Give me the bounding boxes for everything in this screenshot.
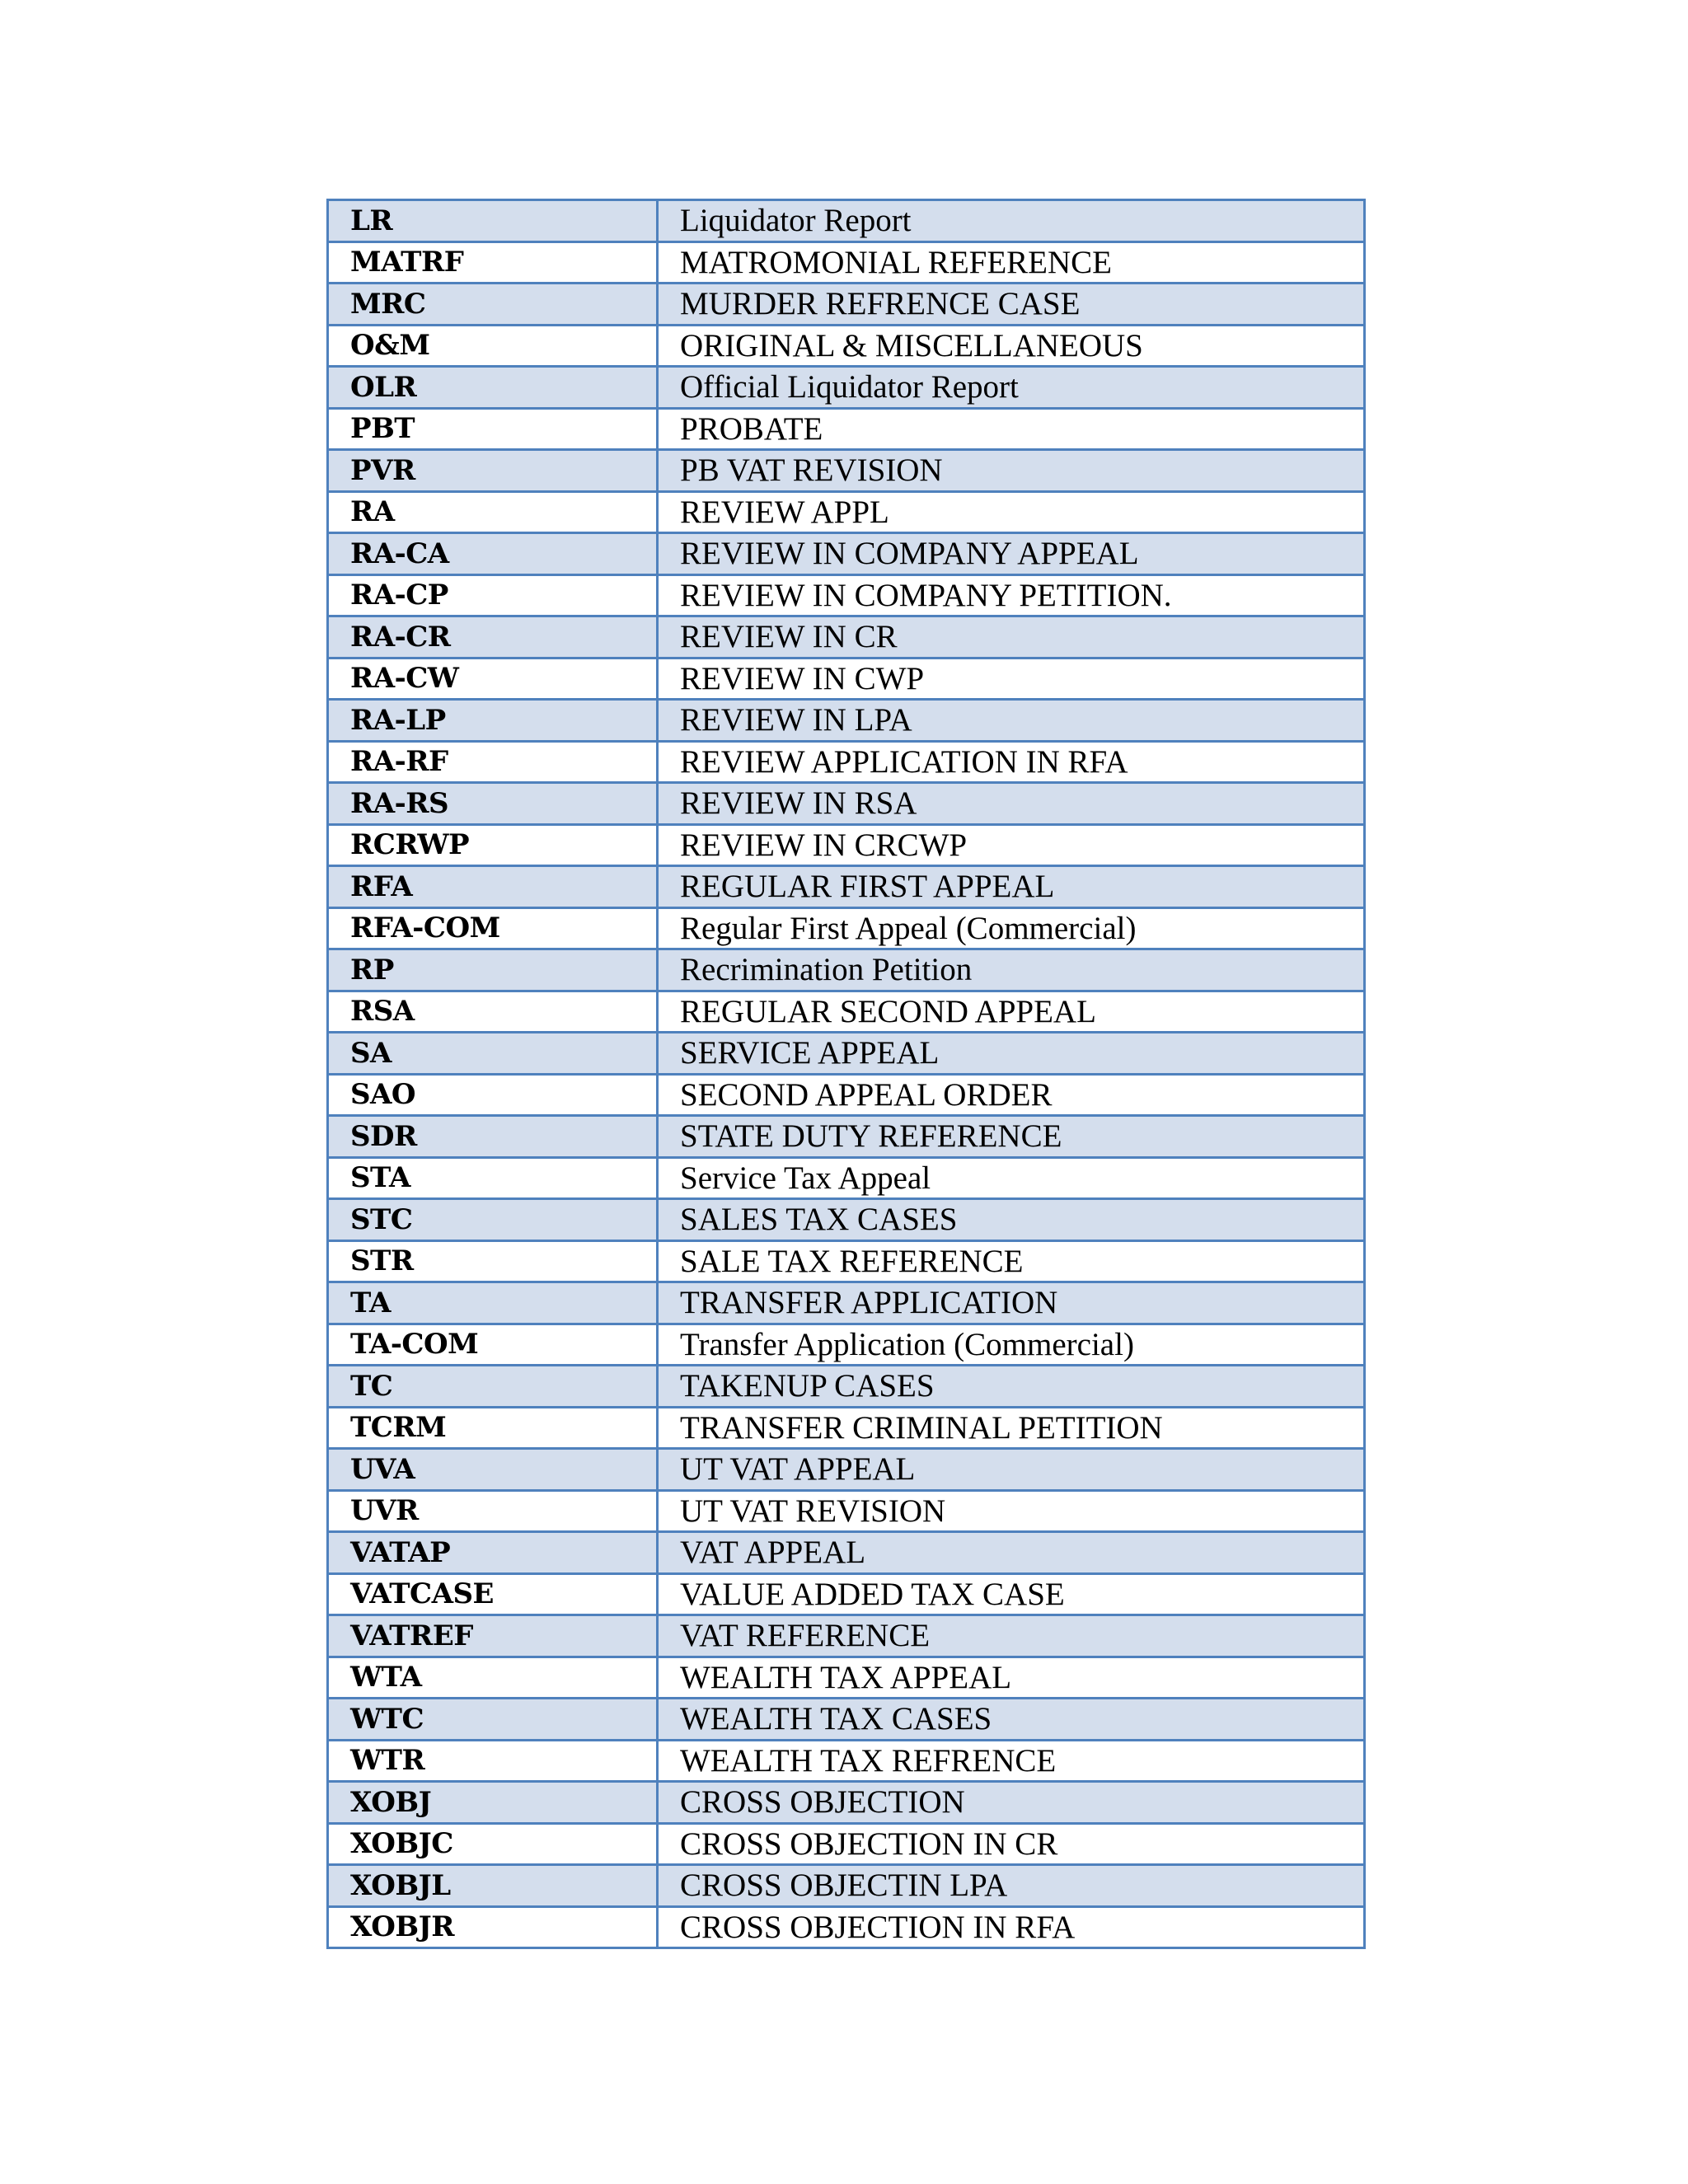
case-code-cell: XOBJC (328, 1823, 658, 1865)
table-row (328, 1615, 1365, 1657)
case-description-cell: REVIEW IN COMPANY APPEAL (658, 533, 1365, 575)
table-row (328, 1573, 1365, 1615)
table-row (328, 1116, 1365, 1158)
case-code-cell: RA-CR (328, 616, 658, 658)
case-description-cell: Official Liquidator Report (658, 367, 1365, 409)
table-row (328, 491, 1365, 533)
case-code-cell: PBT (328, 408, 658, 450)
case-code-cell: SDR (328, 1116, 658, 1158)
case-description-cell: WEALTH TAX REFRENCE (658, 1740, 1365, 1782)
case-description-cell: TRANSFER APPLICATION (658, 1282, 1365, 1324)
case-code-cell: WTR (328, 1740, 658, 1782)
table-row (328, 1490, 1365, 1532)
table-row (328, 574, 1365, 616)
case-description-cell: MURDER REFRENCE CASE (658, 284, 1365, 326)
case-code-cell: XOBJ (328, 1782, 658, 1824)
case-description-cell: SERVICE APPEAL (658, 1033, 1365, 1075)
case-description-cell: REVIEW IN CR (658, 616, 1365, 658)
table-row (328, 408, 1365, 450)
case-code-cell: O&M (328, 325, 658, 367)
case-code-cell: UVA (328, 1449, 658, 1491)
case-description-cell: PROBATE (658, 408, 1365, 450)
table-row (328, 949, 1365, 991)
table-row (328, 1282, 1365, 1324)
table-row (328, 1366, 1365, 1408)
case-code-cell: XOBJL (328, 1865, 658, 1907)
case-description-cell: Service Tax Appeal (658, 1157, 1365, 1199)
table-row (328, 866, 1365, 908)
table-row (328, 658, 1365, 700)
table-row (328, 616, 1365, 658)
case-description-cell: CROSS OBJECTION IN CR (658, 1823, 1365, 1865)
table-row (328, 1823, 1365, 1865)
case-description-cell: Liquidator Report (658, 200, 1365, 242)
case-description-cell: CROSS OBJECTION (658, 1782, 1365, 1824)
case-code-cell: RFA-COM (328, 907, 658, 949)
table-row (328, 1699, 1365, 1741)
table-row (328, 1657, 1365, 1699)
case-code-cell: RA-RF (328, 741, 658, 783)
case-code-cell: RA-RS (328, 783, 658, 825)
case-description-cell: SALE TAX REFERENCE (658, 1240, 1365, 1282)
case-code-cell: RA-LP (328, 700, 658, 742)
case-code-cell: WTC (328, 1699, 658, 1741)
case-description-cell: REVIEW IN LPA (658, 700, 1365, 742)
case-code-cell: RA-CA (328, 533, 658, 575)
case-description-cell: TAKENUP CASES (658, 1366, 1365, 1408)
case-code-cell: VATREF (328, 1615, 658, 1657)
case-code-cell: RP (328, 949, 658, 991)
case-description-cell: REGULAR FIRST APPEAL (658, 866, 1365, 908)
case-code-cell: TA-COM (328, 1324, 658, 1366)
table-row (328, 1157, 1365, 1199)
table-row (328, 367, 1365, 409)
case-description-cell: TRANSFER CRIMINAL PETITION (658, 1407, 1365, 1449)
table-row (328, 1199, 1365, 1241)
case-code-cell: RCRWP (328, 824, 658, 866)
case-code-cell: XOBJR (328, 1906, 658, 1948)
table-row (328, 700, 1365, 742)
case-code-cell: RA (328, 491, 658, 533)
case-description-cell: CROSS OBJECTION IN RFA (658, 1906, 1365, 1948)
table-body (328, 200, 1365, 1948)
case-description-cell: REVIEW IN CWP (658, 658, 1365, 700)
case-code-cell: UVR (328, 1490, 658, 1532)
table-row (328, 907, 1365, 949)
table-row (328, 783, 1365, 825)
table-row (328, 533, 1365, 575)
case-code-cell: STR (328, 1240, 658, 1282)
table-row (328, 241, 1365, 284)
case-code-cell: SAO (328, 1074, 658, 1116)
case-description-cell: VAT APPEAL (658, 1532, 1365, 1574)
table-row (328, 1532, 1365, 1574)
case-code-cell: RA-CW (328, 658, 658, 700)
table-row (328, 450, 1365, 492)
case-description-cell: REVIEW APPL (658, 491, 1365, 533)
case-description-cell: PB VAT REVISION (658, 450, 1365, 492)
case-code-cell: WTA (328, 1657, 658, 1699)
case-type-abbreviation-table (326, 199, 1366, 1949)
case-code-cell: OLR (328, 367, 658, 409)
case-description-cell: CROSS OBJECTIN LPA (658, 1865, 1365, 1907)
case-description-cell: SALES TAX CASES (658, 1199, 1365, 1241)
table-row (328, 741, 1365, 783)
case-code-cell: LR (328, 200, 658, 242)
case-code-cell: TC (328, 1366, 658, 1408)
case-description-cell: REVIEW APPLICATION IN RFA (658, 741, 1365, 783)
table-row (328, 1324, 1365, 1366)
case-code-cell: RA-CP (328, 574, 658, 616)
case-description-cell: REVIEW IN COMPANY PETITION. (658, 574, 1365, 616)
case-description-cell: REVIEW IN CRCWP (658, 824, 1365, 866)
case-code-cell: TCRM (328, 1407, 658, 1449)
case-code-cell: TA (328, 1282, 658, 1324)
case-description-cell: WEALTH TAX CASES (658, 1699, 1365, 1741)
case-description-cell: Regular First Appeal (Commercial) (658, 907, 1365, 949)
case-description-cell: MATROMONIAL REFERENCE (658, 241, 1365, 284)
table-row (328, 1033, 1365, 1075)
case-code-cell: STC (328, 1199, 658, 1241)
table-row (328, 824, 1365, 866)
case-description-cell: SECOND APPEAL ORDER (658, 1074, 1365, 1116)
case-description-cell: ORIGINAL & MISCELLANEOUS (658, 325, 1365, 367)
case-description-cell: REVIEW IN RSA (658, 783, 1365, 825)
case-code-cell: MATRF (328, 241, 658, 284)
case-code-cell: VATCASE (328, 1573, 658, 1615)
table-row (328, 1906, 1365, 1948)
table-row (328, 325, 1365, 367)
case-code-cell: SA (328, 1033, 658, 1075)
case-code-cell: VATAP (328, 1532, 658, 1574)
case-code-cell: MRC (328, 284, 658, 326)
table-row (328, 284, 1365, 326)
case-description-cell: Recrimination Petition (658, 949, 1365, 991)
case-description-cell: WEALTH TAX APPEAL (658, 1657, 1365, 1699)
table-row (328, 991, 1365, 1033)
case-description-cell: STATE DUTY REFERENCE (658, 1116, 1365, 1158)
table-row (328, 1240, 1365, 1282)
case-code-cell: STA (328, 1157, 658, 1199)
case-description-cell: UT VAT REVISION (658, 1490, 1365, 1532)
case-code-cell: PVR (328, 450, 658, 492)
case-code-cell: RFA (328, 866, 658, 908)
table-row (328, 1074, 1365, 1116)
table-row (328, 1449, 1365, 1491)
table-row (328, 1782, 1365, 1824)
case-description-cell: VAT REFERENCE (658, 1615, 1365, 1657)
table-row (328, 1865, 1365, 1907)
case-description-cell: UT VAT APPEAL (658, 1449, 1365, 1491)
table-row (328, 1407, 1365, 1449)
case-description-cell: REGULAR SECOND APPEAL (658, 991, 1365, 1033)
case-description-cell: Transfer Application (Commercial) (658, 1324, 1365, 1366)
table-row (328, 200, 1365, 242)
table-row (328, 1740, 1365, 1782)
case-description-cell: VALUE ADDED TAX CASE (658, 1573, 1365, 1615)
case-code-cell: RSA (328, 991, 658, 1033)
